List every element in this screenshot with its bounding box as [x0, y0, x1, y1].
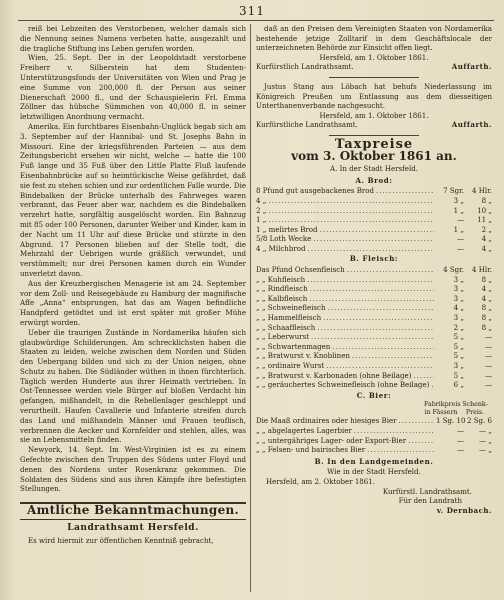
notice-office: Kurfürstliche Landrathsamt.	[256, 120, 358, 130]
meat-row-value-1: 6 „	[453, 380, 464, 390]
dot-leader	[399, 416, 434, 426]
notice-tariff: daß an den Preisen dem Vereinigten Staaten von Nordamerika bestehende jetzige Zolltarif in dem Geschäftslocale der unterzeichneten Behörde zur Einsicht offen liegt.	[256, 24, 492, 53]
bread-row-value-1: —	[456, 234, 464, 244]
beer-row-value-2: — „	[479, 425, 492, 435]
notice-place-date: Hersfeld, am 1. Oktober 1861.	[319, 110, 429, 120]
dot-leader	[317, 323, 434, 333]
meat-row-value-1: 3 „	[453, 361, 464, 370]
beer-row-value-2: 2 Sg. 6	[466, 416, 492, 426]
notice-place-date: Hersfeld, am 1. Oktober 1861.	[319, 52, 429, 62]
final-office: Kurfürstl. Landrathsamt.	[382, 486, 472, 496]
beer-row-value-1: —	[456, 435, 464, 445]
rural-heading: B. In den Landgemeinden.	[314, 456, 434, 466]
meat-row-value-2: 4 Hlr.	[472, 265, 492, 275]
beer-row-value-2: — „	[479, 445, 492, 455]
bread-row-label: 5/8 Loth Wecke	[256, 234, 312, 244]
dot-leader	[310, 284, 434, 294]
meat-row-label: „ „ Bratwurst v. Knoblinen	[256, 351, 350, 361]
dot-leader	[323, 313, 434, 323]
notice-emigration: Justus Stang aus Löbach hat behufs Niederlassung im Königreich Preußen um Entlassung aus dem diesseitigen Unterthanenverbande nachgesucht.	[256, 81, 492, 111]
meat-row-value-1: 4 Sgr.	[443, 265, 464, 275]
news-paragraph: Aus der Kreuzbergischen Menagerie ist am 24. September vor dem Zoll- und Reisegebäude zu Hamburg der magnifische Affe „Anna“ entsprungen, hat das am Wagen befindliche Handpferd getödtet und ist erst später mit großer Mühe erwürgt worden.	[20, 278, 246, 327]
meat-row-label: Das Pfund Ochsenfleisch	[256, 265, 345, 275]
beer-row-value-2: — „	[479, 435, 492, 445]
bread-row-value-1: 1 „	[453, 205, 464, 215]
beer-row	[256, 445, 492, 455]
meat-row-value-2: —	[484, 370, 492, 380]
meat-row	[256, 303, 492, 313]
meat-row-value-2: 8 „	[481, 274, 492, 284]
notice-signature	[256, 120, 492, 130]
news-paragraph: Newyork, 14. Sept. Im West-Virginien ist es zu einem Gefechte zwischen den Truppen des Südens unter Floyd und denen des Nordens unter Rosenkranz gekommen. Die Soldaten des Südens sind aus ihren Kämpfe ihre befestigten Stellungen.	[20, 445, 246, 494]
bread-row	[256, 244, 492, 254]
meat-row	[256, 265, 492, 275]
bread-row-value-1: —	[456, 215, 464, 225]
bread-row-value-2: 11 „	[477, 215, 492, 225]
dot-leader	[408, 436, 434, 446]
meat-row-value-1: 5 „	[453, 332, 464, 342]
meat-row	[256, 342, 492, 352]
meat-row-value-2: —	[484, 332, 492, 342]
meat-row-value-1: 3 „	[453, 274, 464, 284]
dot-leader	[332, 342, 434, 352]
divider	[329, 135, 419, 136]
header-rule	[18, 20, 494, 21]
meat-row-value-2: 8 „	[481, 303, 492, 313]
dot-leader	[376, 186, 434, 196]
dot-leader	[328, 303, 435, 313]
bread-row	[256, 234, 492, 244]
meat-row-label: „ „ Schweinefleisch	[256, 303, 326, 313]
meat-row-label: „ „ Kalbfleisch	[256, 293, 308, 303]
meat-row-value-1: 5 „	[453, 341, 464, 351]
meat-row-value-1: 5 „	[453, 351, 464, 361]
column-separator	[250, 24, 251, 592]
price-list-date: vom 3. Oktober 1861 an.	[291, 148, 457, 163]
bread-row-label: 8 Pfund gut ausgebackenes Brod	[256, 186, 375, 196]
meat-row	[256, 332, 492, 342]
page-number: 311	[239, 4, 265, 18]
meat-row-value-1: 2 „	[453, 322, 464, 332]
final-for: Für den Landrath	[398, 496, 462, 506]
notice-office: Kurfürstlich Landrathsamt.	[256, 62, 354, 72]
beer-row-value-1: —	[456, 425, 464, 435]
beer-row-value-1: 1 Sg. 10	[436, 416, 466, 426]
bread-row-value-1: 3 „	[453, 195, 464, 205]
notice-signature	[256, 62, 492, 72]
divider	[329, 77, 419, 78]
meat-row-value-2: 8 „	[481, 322, 492, 332]
bread-row	[256, 196, 492, 206]
bread-row-value-2: 10 „	[477, 205, 492, 215]
meat-row-label: „ „ Schwartenmagen	[256, 341, 331, 351]
meat-row	[256, 323, 492, 333]
meat-row	[256, 380, 492, 390]
right-column	[256, 24, 492, 594]
bread-row	[256, 215, 492, 225]
dot-leader	[326, 361, 434, 371]
meat-row-label: „ „ Rindfleisch	[256, 284, 308, 294]
meat-row-label: „ „ Schaaffleisch	[256, 322, 316, 332]
beer-row-label: „ „ untergähriges Lager- oder Export-Bier	[256, 435, 407, 445]
rural-text: Wie in der Stadt Hersfeld.	[327, 467, 421, 477]
bread-row-value-1: 1 „	[453, 224, 464, 234]
beer-heading: C. Bier:	[356, 390, 392, 400]
meat-row	[256, 275, 492, 285]
meat-row-value-2: —	[484, 380, 492, 390]
news-paragraph: Ueber die traurigen Zustände in Nordamerika häufen sich glaubwürdige Schilderungen. Am schrecklichsten haben die Staaten zu leiden, welche zwischen dem Norden und Süden den Uebergang bilden und sich zu der Union neigen, ohne Schutz zu haben. Die Südländer wüthen in ihnen fürchterlich. Täglich werden Hunderte aus ihrer Heimath vertrieben. In Ost-Tennessee werden viele Bürger auf bloßen Verdacht hin gefangen, mißhandelt, in die Rebellenlager geschleppt und verurtheilt. Haufen Cavallerie und Infanterie streifen durch das Land und mißhandeln Männer und Frauen teuflisch, verbrennen die Aecker und Kornfelder und stehlen, alles, was sie an Lebensmitteln finden.	[20, 327, 246, 445]
beer-row-label: „ „ Felsen- und bairisches Bier	[256, 445, 366, 455]
meat-row-value-1: 3 „	[453, 293, 464, 303]
beer-row	[256, 436, 492, 446]
bread-row-value-2: 4 „	[481, 243, 492, 253]
meat-row-value-2: 8 „	[481, 313, 492, 323]
dot-leader	[367, 445, 434, 455]
final-place-date: Hersfeld, am 2. Oktober 1861.	[266, 476, 375, 486]
dot-leader	[268, 215, 434, 225]
dot-leader	[354, 426, 434, 436]
news-paragraph: Amerika. Ein furchtbares Eisenbahn-Unglück begab sich am 3. September auf der Hannibal- und St. Josephs Bahn in Missouri. Eine der kriegsführenden Parteien — aus dem Zeitungsbericht ersehen wir nicht, welche — hatte die 100 Fuß lange und 35 Fuß über den Little Platte Fluß laufende Eisenbahnbrücke auf so heimtückische Weise gefährdet, daß sie fest zu stehen schien und zur ordentlichen Falle wurde. Die Bindebalken der Brücke unterhalb des Fahrweges waren verbrannt, das Feuer aber war, nachdem es die Bindebalken verzehrt hatte, sorgfältig ausgelöscht worden. Ein Bahnzug mit 85 oder 100 Personen, darunter Weiber und Kinder, kam in der Nacht um 11 Uhr auf diese Brücke und stürzte in den Abgrund. 17 Personen blieben auf der Stelle todt, die Mehrzahl der Uebrigen wurde gräßlich verwundet, und verstümmelt; nur drei Personen kamen durch ein Wunder unverletzt davon.	[20, 121, 246, 278]
bread-row-value-2: 4 Hlr.	[472, 186, 492, 196]
meat-row-value-2: —	[484, 351, 492, 361]
meat-table	[256, 265, 492, 390]
meat-row-label: „ „ Leberwurst	[256, 332, 310, 342]
bread-row-label: 1 „ melirtes Brod	[256, 224, 318, 234]
notice-signer: Auffarth.	[451, 62, 492, 72]
bread-row-value-1: 7 Sgr.	[443, 186, 464, 196]
dot-leader	[347, 265, 434, 275]
bread-row	[256, 186, 492, 196]
meat-row	[256, 351, 492, 361]
price-list-title: Taxpreise	[334, 136, 414, 152]
landrat-text: Es wird hiermit zur öffentlichen Kenntniß gebracht,	[28, 535, 214, 545]
beer-col-retail: Schenk-Preis.	[462, 401, 488, 416]
bread-row	[256, 225, 492, 235]
meat-row-value-2: —	[484, 361, 492, 370]
meat-heading: B. Fleisch:	[349, 254, 399, 264]
meat-row	[256, 361, 492, 371]
bread-row-label: 4 „ Milchbrod	[256, 243, 306, 253]
beer-row-label: Die Maaß ordinaires oder hiesiges Bier	[256, 416, 397, 426]
landrat-heading: Landrathsamt Hersfeld.	[67, 523, 199, 534]
beer-row-value-1: —	[456, 445, 464, 455]
meat-row-label: „ „ Hammelfleisch	[256, 313, 322, 323]
meat-row-value-1: 3 „	[453, 284, 464, 294]
news-paragraph: Wien, 25. Sept. Der in der Leopoldstadt verstorbene Freiherr v. Silberstein hat dem Studenten-Unterstützungsfonds der Universitäten von Wien und Prag je eine Summe von 200,000 fl. der Person aus seiner Dienerschaft 2000 fl., und der Schauspielerin Frl. Emma Zöllner das hübsche Sümmchen von 40,000 fl. in seiner letztwilligen Anordnung vermacht.	[20, 53, 246, 122]
dot-leader	[268, 206, 434, 216]
dot-leader	[431, 380, 434, 390]
dot-leader	[413, 371, 434, 381]
meat-row	[256, 284, 492, 294]
bread-row-value-2: 2 „	[481, 224, 492, 234]
meat-row-label: „ „ Kuhfleisch	[256, 274, 306, 284]
meat-row-label: „ „ Bratwurst v. Karbonaden (ohne Beilage)	[256, 370, 412, 380]
meat-row-value-2: 4 „	[481, 293, 492, 303]
bread-row-value-2: 4 „	[481, 234, 492, 244]
dot-leader	[313, 234, 434, 244]
beer-table	[256, 416, 492, 454]
notices-heading: Amtliche Bekanntmachungen.	[20, 502, 246, 520]
dot-leader	[311, 332, 434, 342]
bread-row	[256, 206, 492, 216]
bread-row-value-2: 8 „	[481, 195, 492, 205]
final-signer: v. Dernbach.	[436, 505, 492, 515]
beer-col-factory: Fabrikpreis in Fässern	[424, 401, 461, 416]
meat-row-value-2: 4 „	[481, 284, 492, 294]
meat-row-value-1: 4 „	[453, 303, 464, 313]
bread-row-label: 1 „	[256, 215, 267, 225]
bread-heading: A. Brod:	[355, 175, 393, 185]
beer-row-label: „ „ abgelagertes Lagerbier	[256, 425, 352, 435]
bread-table	[256, 186, 492, 253]
beer-column-headers	[256, 401, 492, 416]
beer-row	[256, 426, 492, 436]
meat-row-value-1: 3 „	[453, 313, 464, 323]
meat-row	[256, 313, 492, 323]
meat-row-value-1: 5 „	[453, 370, 464, 380]
bread-row-label: 4 „	[256, 195, 267, 205]
bread-row-value-1: —	[456, 243, 464, 253]
price-list-place: A. In der Stadt Hersfeld.	[330, 164, 418, 174]
dot-leader	[352, 351, 434, 361]
meat-row	[256, 371, 492, 381]
dot-leader	[320, 225, 434, 235]
dot-leader	[307, 244, 434, 254]
dot-leader	[309, 294, 434, 304]
notice-signer: Auffarth.	[451, 120, 492, 130]
dot-leader	[268, 196, 434, 206]
meat-row	[256, 294, 492, 304]
news-paragraph: reiß bei Lebzeiten des Verstorbenen, welcher damals sich die Nennung seines Namens verbeten hatte, ausgezahlt und die tragliche Stiftung ins Leben gerufen worden.	[20, 24, 246, 53]
dot-leader	[307, 275, 434, 285]
meat-row-value-2: —	[484, 341, 492, 351]
left-column	[20, 24, 246, 594]
bread-row-label: 2 „	[256, 205, 267, 215]
meat-row-label: „ „ ordinaire Wurst	[256, 361, 325, 370]
meat-row-label: „ „ geräuchertes Schweinefleisch (ohne Beilage)	[256, 380, 430, 390]
beer-row	[256, 416, 492, 426]
